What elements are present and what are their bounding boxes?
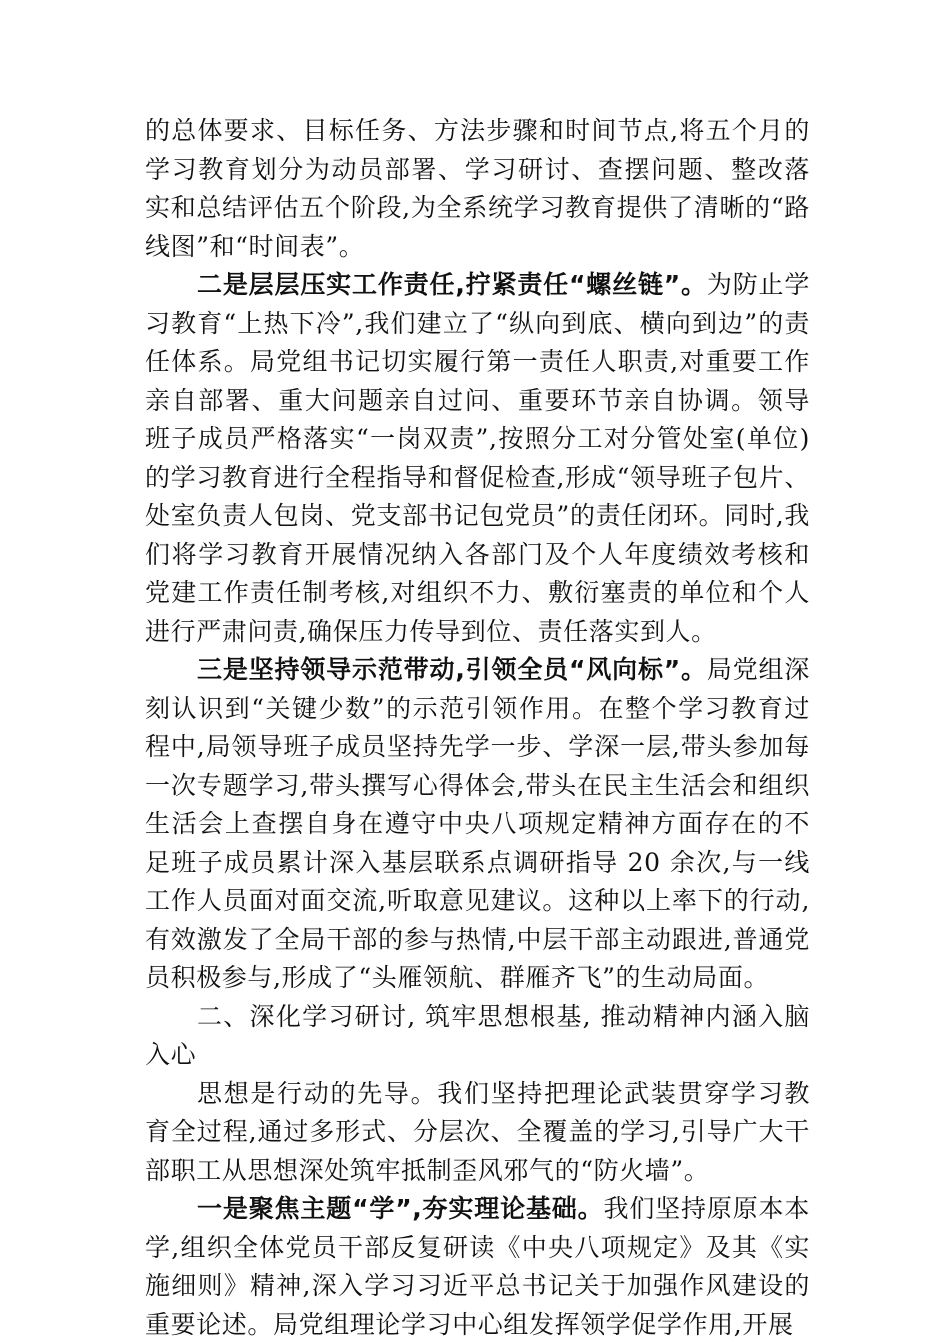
paragraph-text: 局党组深刻认识到“关键少数”的示范引领作用。在整个学习教育过程中,局领导班子成员坚持先学一步、学深一层,带头参加每一次专题学习,带头撰写心得体会,带头在民主生活会和组织生活会上查摆自身在遵守中央八项规定精神方面存在的不足班子成员累计深入基层联系点调研指导 20 余次,与一线工作人员面对面交流,听取意见建议。这种以上率下的行动,有效激发了全局干部的参与热情,中层干部主动跟进,普通党员积极参与,形成了“头雁领航、群雁齐飞”的生动局面。 [145, 655, 810, 992]
paragraph-lead: 二是层层压实工作责任,拧紧责任“螺丝链”。 [197, 270, 707, 299]
paragraph-thought [145, 1075, 810, 1191]
paragraph-continuation [145, 112, 810, 266]
paragraph-responsibility [145, 266, 810, 651]
document-page [145, 112, 810, 1344]
section-heading: 二、深化学习研讨, 筑牢思想根基, 推动精神内涵入脑入心 [145, 1001, 810, 1069]
paragraph-lead: 三是坚持领导示范带动,引领全员“风向标”。 [197, 655, 707, 684]
paragraph-lead: 一是聚焦主题“学”,夯实理论基础。 [197, 1194, 604, 1223]
paragraph-text: 思想是行动的先导。我们坚持把理论武装贯穿学习教育全过程,通过多形式、分层次、全覆盖的学习,引导广大干部职工从思想深处筑牢抵制歪风邪气的“防火墙”。 [145, 1078, 810, 1185]
paragraph-text: 我们坚持原原本本学,组织全体党员干部反复研读《中央八项规定》及其《实施细则》精神,深入学习习近平总书记关于加强作风建设的重要论述。局党组理论学习中心组发挥领学促学作用,开展 [145, 1194, 810, 1339]
paragraph-text: 的总体要求、目标任务、方法步骤和时间节点,将五个月的学习教育划分为动员部署、学习研讨、查摆问题、整改落实和总结评估五个阶段,为全系统学习教育提供了清晰的“路线图”和“时间表”。 [145, 116, 810, 261]
paragraph-leadership [145, 651, 810, 998]
paragraph-study [145, 1190, 810, 1344]
paragraph-text: 为防止学习教育“上热下冷”,我们建立了“纵向到底、横向到边”的责任体系。局党组书记切实履行第一责任人职责,对重要工作亲自部署、重大问题亲自过问、重要环节亲自协调。领导班子成员严格落实“一岗双责”,按照分工对分管处室(单位)的学习教育进行全程指导和督促检查,形成“领导班子包片、处室负责人包岗、党支部书记包党员”的责任闭环。同时,我们将学习教育开展情况纳入各部门及个人年度绩效考核和党建工作责任制考核,对组织不力、敷衍塞责的单位和个人进行严肃问责,确保压力传导到位、责任落实到人。 [145, 270, 810, 646]
